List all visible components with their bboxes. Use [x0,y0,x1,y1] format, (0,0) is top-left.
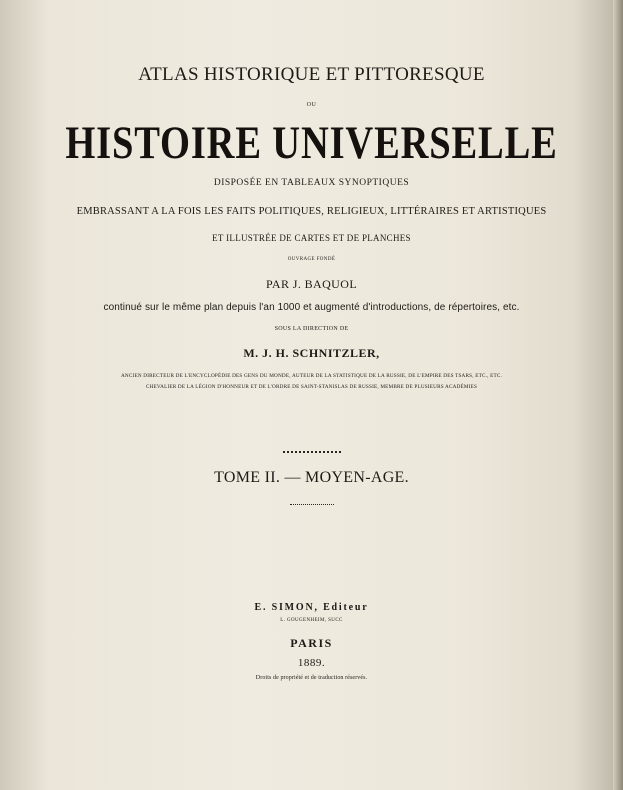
director-credentials-line-2: CHEVALIER DE LA LÉGION D'HONNEUR ET DE L'ORDRE DE SAINT-STANISLAS DE RUSSIE, MEMBRE DE PLUSIEURS ACADÉMIES [145,384,478,390]
ornamental-rule-bottom [290,504,334,505]
direction-label: SOUS LA DIRECTION DE [274,326,349,332]
continuation-note: continué sur le même plan depuis l'an 1000 et augmenté d'introductions, de répertoires, etc. [103,302,520,313]
rights-notice: Droits de propriété et de traduction réservés. [255,675,368,681]
director-credentials-line-1: ANCIEN DIRECTEUR DE L'ENCYCLOPÉDIE DES GENS DU MONDE, AUTEUR DE LA STATISTIQUE DE LA RUSSIE, DE L'EMPIRE DES TSARS, ETC., ETC. [120,373,503,379]
page-edge [613,0,623,790]
atlas-heading: ATLAS HISTORIQUE ET PITTORESQUE [138,64,485,85]
ornamental-rule-top [283,451,341,453]
publication-year: 1889. [297,657,326,669]
volume-title: TOME II. — MOYEN-AGE. [214,469,409,486]
publisher-successor: L. GOUGENHEIM, SUCC [280,618,343,623]
subtitle-faits: EMBRASSANT A LA FOIS LES FAITS POLITIQUES, RELIGIEUX, LITTÉRAIRES ET ARTISTIQUES [76,206,547,217]
publisher-name: E. SIMON, Editeur [254,602,369,613]
director-name: M. J. H. SCHNITZLER, [243,346,380,360]
subtitle-cartes: ET ILLUSTRÉE DE CARTES ET DE PLANCHES [212,233,411,243]
main-title: HISTOIRE UNIVERSELLE [65,117,558,169]
city: PARIS [290,636,333,650]
subtitle-tableaux: DISPOSÉE EN TABLEAUX SYNOPTIQUES [213,178,410,188]
founded-label: OUVRAGE FONDÉ [287,257,336,262]
conjunction-ou: OU [306,102,317,108]
founder-name: PAR J. BAQUOL [265,277,358,291]
